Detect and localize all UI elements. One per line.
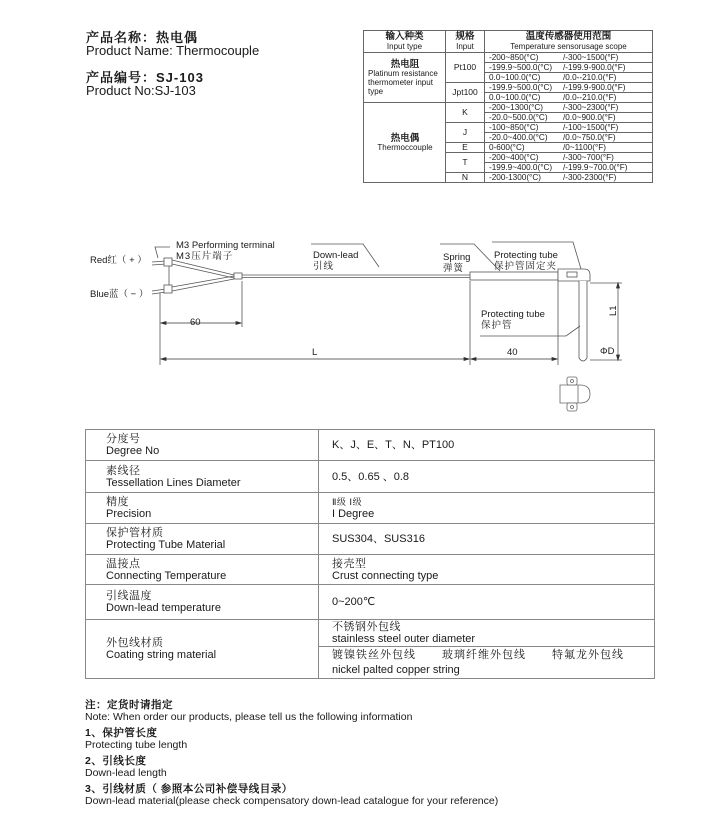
spec-table <box>85 429 655 679</box>
terminal-label-cn: M3压片端子 <box>176 251 234 262</box>
range-cell: -199.9~500.0(°C) /-199.9-900.0(°F) <box>485 83 653 93</box>
spec-row <box>86 585 655 620</box>
product-name-en: Product Name: Thermocouple <box>86 43 260 58</box>
product-header <box>86 31 259 97</box>
dim-L-label: L <box>312 347 318 358</box>
range-cell: 0.0~100.0(°C) /0.0--210.0(°F) <box>485 73 653 83</box>
spec-row <box>86 461 655 493</box>
spec-value: SUS304、SUS316 <box>319 524 655 555</box>
spec-value: K、J、E、T、N、PT100 <box>319 430 655 461</box>
input-n: N <box>446 173 485 183</box>
input-t: T <box>446 153 485 173</box>
range-cell: 0.0~100.0(°C) /0.0--210.0(°F) <box>485 93 653 103</box>
notes-title-cn: 注：定货时请指定 <box>85 699 173 711</box>
spec-key: 外包线材质 Coating string material <box>86 620 319 679</box>
split-sleeve <box>234 273 242 279</box>
header-input-type: 输入种类 Input type <box>364 31 446 53</box>
range-row <box>364 103 653 113</box>
input-e: E <box>446 143 485 153</box>
range-cell: -200~400(°C) /-300~700(°F) <box>485 153 653 163</box>
range-row <box>364 53 653 63</box>
downlead-label-cn: 引线 <box>313 261 335 272</box>
spec-row <box>86 430 655 461</box>
protecting-tube <box>579 281 587 361</box>
header-usage-scope: 温度传感器使用范围 Temperature sensorusage scope <box>485 31 653 53</box>
spring-label-cn: 弹簧 <box>443 263 465 274</box>
range-cell: -20.0~500.0(°C) /0.0~900.0(°F) <box>485 113 653 123</box>
range-cell: 0-600(°C) /0~1100(°F) <box>485 143 653 153</box>
range-cell: -200-1300(°C) /-300-2300(°F) <box>485 173 653 183</box>
product-no-cn: 产品编号：SJ-103 <box>86 70 204 85</box>
input-k: K <box>446 103 485 123</box>
dim-40-label: 40 <box>507 347 518 358</box>
product-name-cn: 产品名称：热电偶 <box>86 30 199 45</box>
note-item: 3、引线材质（ 参照本公司补偿导线目录） Down-lead material(please check compensatory down-lead catalogue for your reference) <box>85 783 499 807</box>
type-rtd: 热电阻 Platinum resistance thermometer input type <box>364 53 446 103</box>
spec-row <box>86 493 655 524</box>
dim-60-label: 60 <box>190 317 201 328</box>
spec-key: 温接点 Connecting Temperature <box>86 555 319 585</box>
spec-value: 0.5、0.65 、0.8 <box>319 461 655 493</box>
header-input: 规格 Input <box>446 31 485 53</box>
spec-value: Ⅱ级 Ⅰ级 I Degree <box>319 493 655 524</box>
spec-value: 镀镍铁丝外包线 玻璃纤维外包线 特氟龙外包线 nickel palted copper string <box>319 647 655 679</box>
clamp-label-cn: 保护管固定夹 <box>494 261 558 272</box>
range-table-header <box>364 31 653 53</box>
input-j: J <box>446 123 485 143</box>
spec-row <box>86 524 655 555</box>
spec-key: 分度号 Degree No <box>86 430 319 461</box>
spec-key: 素线径 Tessellation Lines Diameter <box>86 461 319 493</box>
tube-label-cn: 保护管 <box>481 320 513 331</box>
terminal-leader <box>155 247 170 258</box>
range-cell: -20.0~400.0(°C) /0.0~750.0(°F) <box>485 133 653 143</box>
product-no-en: Product No:SJ-103 <box>86 83 196 98</box>
input-jpt100: Jpt100 <box>446 83 485 103</box>
blue-wire <box>152 276 234 294</box>
downlead-label-en: Down-lead <box>313 250 359 261</box>
range-cell: -200~850(°C) /-300~1500(°F) <box>485 53 653 63</box>
spec-key: 精度 Precision <box>86 493 319 524</box>
temperature-range-table <box>363 30 653 183</box>
spec-row <box>86 555 655 585</box>
spec-value: 不锈钢外包线 stainless steel outer diameter <box>319 620 655 647</box>
blue-wire-label: Blue蓝（ − ） <box>90 289 149 300</box>
spec-row <box>86 620 655 647</box>
range-cell: -199.9~500.0(°C) /-199.9-900.0(°F) <box>485 63 653 73</box>
note-item: 1、保护管长度 Protecting tube length <box>85 727 188 751</box>
clamp-label-en: Protecting tube <box>494 250 558 261</box>
terminal-label-en: M3 Performing terminal <box>176 240 275 251</box>
notes-title-en: Note: When order our products, please tell us the following information <box>85 710 413 723</box>
spec-key: 保护管材质 Protecting Tube Material <box>86 524 319 555</box>
spring-label-en: Spring <box>443 252 471 263</box>
range-cell: -200~1300(°C) /-300~2300(°F) <box>485 103 653 113</box>
dim-L1-label: L1 <box>608 305 619 316</box>
range-cell: -199.9~400.0(°C) /-199.9~700.0(°F) <box>485 163 653 173</box>
input-pt100: Pt100 <box>446 53 485 83</box>
range-cell: -100~850(°C) /-100~1500(°F) <box>485 123 653 133</box>
spec-value: 接壳型 Crust connecting type <box>319 555 655 585</box>
type-thermocouple: 热电偶 Thermoccouple <box>364 103 446 183</box>
spring <box>470 272 558 280</box>
spec-key: 引线温度 Down-lead temperature <box>86 585 319 620</box>
dim-phiD-label: ΦD <box>600 346 615 357</box>
order-notes <box>85 700 498 812</box>
red-wire-label: Red红（ + ） <box>90 255 147 266</box>
note-item: 2、引线长度 Down-lead length <box>85 755 167 779</box>
clamp-top-view <box>560 377 590 411</box>
tube-label-en: Protecting tube <box>481 309 545 320</box>
spec-value: 0~200℃ <box>319 585 655 620</box>
